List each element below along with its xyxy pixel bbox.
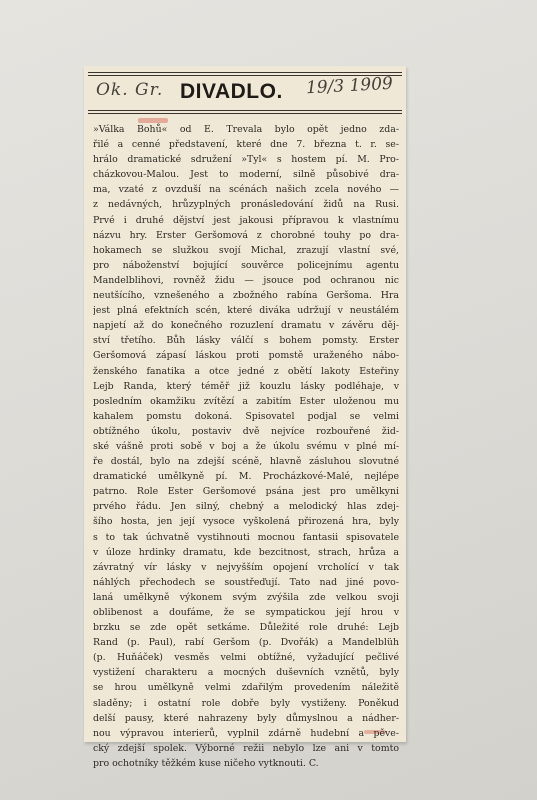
text-line: ženského fanatika a otce jedné z obětí lakoty Esteřiny (93, 365, 399, 377)
text-line: »Válka Bohů« od E. Trevala bylo opět jedno zda- (93, 124, 399, 135)
article-heading: DIVADLO. (180, 80, 283, 103)
text-line: sladěny; i ostatní role dobře byly vystiženy. Poněkud (93, 697, 399, 709)
text-line: prvého řádu. Jen silný, chebný a melodický hlas zdej- (93, 501, 399, 513)
text-line: dramatické umělkyně pí. M. Procházkové-Malé, nejlépe (93, 471, 399, 483)
text-line: napjetí až do konečného rozuzlení dramatu v závěru děj- (93, 320, 399, 332)
text-line: Mandelblihovi, rovněž židu — jsouce pod ochranou nic (93, 274, 399, 286)
text-line: nou výpravou interierů, vyplnil zdárně hudební a pěve- (93, 727, 399, 739)
text-line: Rand (p. Paul), rabí Geršom (p. Dvořák) a Mandelblüh (93, 637, 399, 649)
text-line: ství třetího. Bůh lásky válčí s bohem pomsty. Erster (93, 335, 399, 347)
text-line: se hrou umělkyně velmi zdařilým provedením náležitě (93, 682, 399, 694)
text-line: hrálo dramatické sdružení »Tyl« s hostem pí. M. Pro- (93, 154, 399, 166)
text-line: kahalem pomstu dokoná. Spisovatel podjal se velmi (93, 410, 399, 422)
text-line: řilé a cenné představení, které dne 7. března t. r. se- (93, 139, 399, 151)
text-line: cházkovou-Malou. Jest to moderní, silně působivé dra- (93, 169, 399, 181)
text-line: z nedávných, hrůzyplných pronásledování židů na Rusi. (93, 199, 399, 211)
text-line: brzku se zde opět setkáme. Důležité role druhé: Lejb (93, 622, 399, 634)
text-line: náhlých přechodech se soustřeďují. Tato nad jiné povo- (93, 576, 399, 588)
text-line: vystižení charakteru a mocných duševních vznětů, byly (93, 667, 399, 679)
text-line: laná umělkyně výkonem svým zvýšila zde velkou svoji (93, 591, 399, 603)
text-line: názvu hry. Erster Geršomová z chorobné touhy po dra- (93, 229, 399, 241)
header-rule-bottom-thin (88, 113, 402, 114)
text-line: ma, vzaté z ovzduší na scénách našich zcela nového — (93, 184, 399, 196)
text-line: oblibenost a doufáme, že se sympatickou její hrou v (93, 607, 399, 618)
text-line-signature: pro ochotníky těžkém kuse ničeho vytknouti. C. (93, 757, 319, 769)
text-line: šího hosta, jen její vysoce vyškolená přirozená hra, byly (93, 516, 399, 528)
text-line: jest plná efektních scén, které diváka udržují v neustálém (93, 305, 399, 317)
handwritten-date: 19/3 1909 (305, 73, 394, 99)
text-line: posledním okamžiku zvítězí a zabitím Ester uloženou mu (93, 395, 399, 407)
header-rule-bottom (88, 110, 402, 111)
text-line: v úloze hrdinky dramatu, kde bezcitnost, strach, hrůza a (93, 546, 399, 558)
text-line: Lejb Randa, který téměř již kouzlu lásky podléhaje, v (93, 380, 399, 392)
text-line: (p. Huňáček) vesměs velmi obtížné, vyžadující pečlivé (93, 652, 399, 664)
text-line: pro náboženství bojující souvěrce policejnímu agentu (93, 259, 399, 271)
text-line: neutšícího, vznešeného a zbožného rabína Geršoma. Hra (93, 290, 399, 302)
text-line: cký zdejší spolek. Výborné režii nebylo lze ani v tomto (93, 742, 399, 754)
newspaper-clipping (84, 66, 406, 769)
text-line: ské vášně proti sobě v boj a že úkolu svému v plné mí- (93, 440, 399, 452)
text-line: Prvé i druhé dějství jest jakousi přípravou k vlastnímu (93, 214, 399, 226)
text-line: Geršomová zápasí láskou proti pomstě uraženého nábo- (93, 350, 399, 362)
text-line: obtížného úkolu, postaviv dvě nejvíce rozbouřené žid- (93, 425, 399, 437)
text-line: hokamech se služkou svojí Michal, zrazují vlastní své, (93, 244, 399, 256)
article-body (93, 122, 399, 771)
text-line: závratný vír lásky v nejvyšším opojení vrcholící v tak (93, 561, 399, 573)
handwritten-source-note: Ok. Gr. (96, 80, 164, 100)
text-line: s to tak úchvatně vystihnouti mocnou fantasii spisovatele (93, 531, 399, 543)
text-line: delší pausy, které nahrazeny byly důmyslnou a nádher- (93, 712, 399, 724)
text-line: patrno. Role Ester Geršomové psána jest pro umělkyni (93, 486, 399, 498)
header-rule-top (88, 72, 402, 73)
text-line: ře dostál, bylo na zdejší scéně, hlavně zásluhou slovutné (93, 456, 399, 468)
